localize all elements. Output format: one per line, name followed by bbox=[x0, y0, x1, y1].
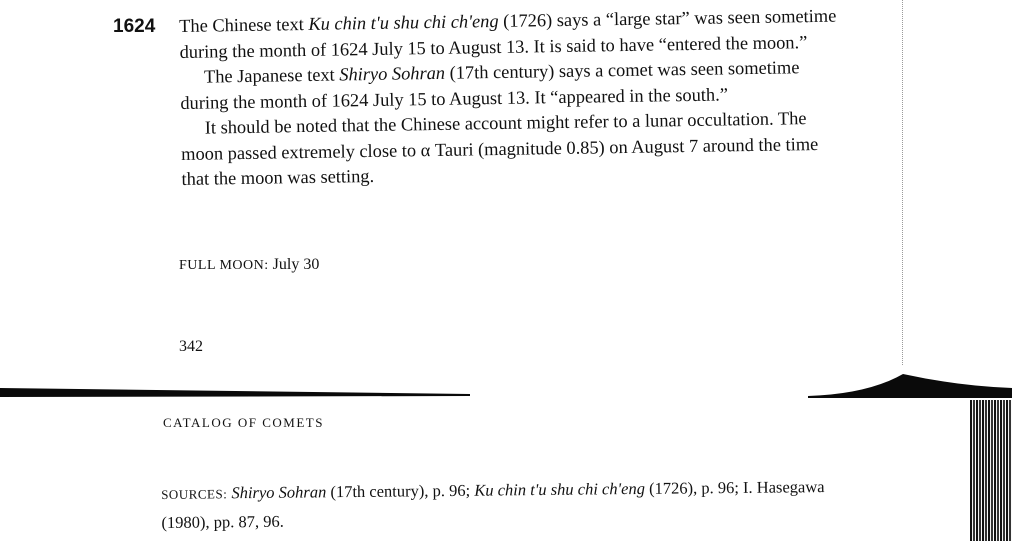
body-text-run: It should be noted that the Chinese account might refer to a lunar occultation. The moon passed extremely close to α Tauri (magnitude 0.85) on August 7 around the time that the moon was setting. bbox=[181, 108, 819, 189]
full-moon-date: July 30 bbox=[272, 256, 320, 273]
body-text-run: The Chinese text bbox=[179, 13, 309, 36]
entry-paragraph-3 bbox=[181, 105, 850, 192]
book-binding-edge bbox=[970, 400, 1012, 541]
italic-title-text: Ku chin t'u shu chi ch'eng bbox=[474, 478, 646, 500]
sources-label: SOURCES: bbox=[161, 486, 228, 502]
page-edge-divider bbox=[902, 0, 903, 365]
italic-title-text: Shiryo Sohran bbox=[231, 482, 327, 503]
sources-text bbox=[161, 477, 824, 532]
entry-body bbox=[179, 4, 850, 193]
page-fold-rule-left bbox=[0, 388, 470, 397]
page-fold-rule-right bbox=[808, 372, 1012, 398]
sources-line bbox=[161, 473, 862, 537]
body-text-run: (1726), p. 96; I. Hasegawa (1980), pp. 87, 96. bbox=[161, 477, 825, 532]
full-moon-label: FULL MOON: bbox=[179, 258, 269, 273]
running-head: CATALOG OF COMETS bbox=[163, 415, 324, 430]
body-text-run: The Japanese text bbox=[203, 64, 340, 87]
italic-title-text: Shiryo Sohran bbox=[339, 62, 446, 85]
body-text-run: (17th century), p. 96; bbox=[326, 480, 475, 502]
italic-title-text: Ku chin t'u shu chi ch'eng bbox=[308, 10, 499, 34]
entry-year: 1624 bbox=[113, 16, 156, 37]
body-text-run: (17th century) says a comet was seen sometime during the month of 1624 July 15 to August 13. It “appeared in the south.” bbox=[180, 57, 800, 113]
body-text-run: (1726) says a “large star” was seen sometime during the month of 1624 July 15 to August 13. It is said to have “entered the moon.” bbox=[179, 5, 837, 62]
page-number: 342 bbox=[179, 338, 203, 355]
full-moon-line bbox=[179, 256, 319, 274]
